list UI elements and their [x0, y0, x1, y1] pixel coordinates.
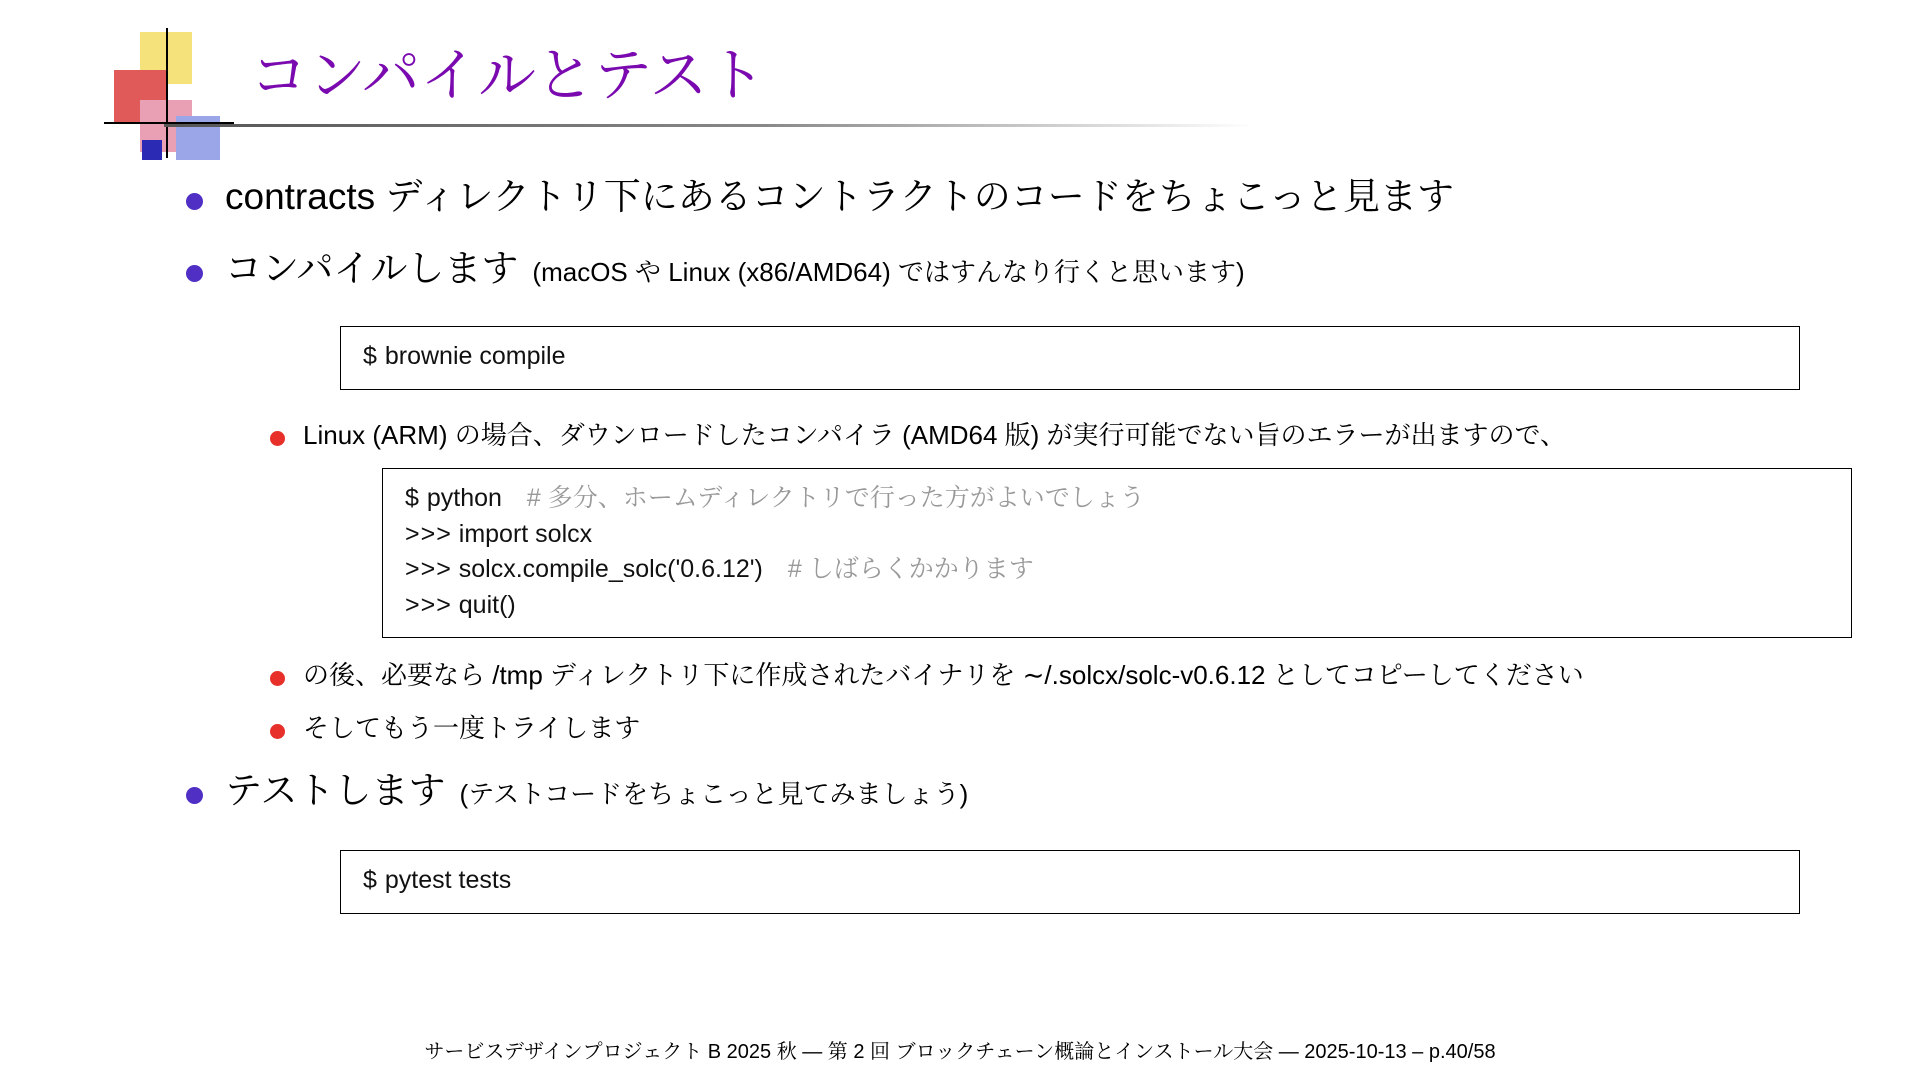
list-item-label: テストします — [225, 770, 446, 811]
logo-vertical-line — [166, 28, 168, 158]
code-text: pytest tests — [384, 866, 512, 894]
list-item-note: (テストコードをちょこっと見てみましょう) — [459, 779, 969, 809]
list-item — [186, 176, 1454, 219]
list-item — [270, 420, 1566, 451]
code-text: quit() — [458, 590, 516, 619]
list-item-label: そしてもう一度トライします — [303, 713, 641, 743]
logo-square-darkblue — [142, 140, 162, 160]
page-title: コンパイルとテスト — [250, 43, 766, 108]
code-comment: # しばらくかかります — [787, 555, 1034, 583]
list-item — [186, 248, 1245, 291]
list-item — [270, 660, 1584, 691]
code-prompt: $ — [363, 342, 378, 370]
list-item — [270, 713, 640, 744]
bullet-icon — [270, 431, 285, 446]
code-block-brownie-compile — [340, 326, 1800, 390]
list-item-note: (macOS や Linux (x86/AMD64) ではすんなり行くと思います) — [532, 257, 1245, 287]
logo-mark — [104, 28, 234, 158]
code-text: solcx.compile_solc('0.6.12') — [458, 555, 763, 583]
bullet-icon — [270, 671, 285, 686]
list-item-label: contracts ディレクトリ下にあるコントラクトのコードをちょこっと見ます — [225, 176, 1454, 217]
code-text: brownie compile — [384, 342, 566, 370]
title-divider — [164, 124, 1254, 127]
list-item — [186, 770, 968, 813]
list-item-label: の後、必要なら /tmp ディレクトリ下に作成されたバイナリを ∼/.solcx/solc-v0.6.12 としてコピーしてください — [303, 660, 1584, 690]
code-block-pytest-tests — [340, 850, 1800, 914]
code-block-python-solcx — [382, 468, 1852, 638]
footer-text: サービスデザインプロジェクト B 2025 秋 — 第 2 回 ブロックチェーン概論とインストール大会 — 2025-10-13 – p.40/58 — [424, 1041, 1496, 1063]
code-prompt: >>> — [405, 519, 452, 548]
code-text: python — [426, 484, 502, 512]
bullet-icon — [186, 787, 203, 804]
bullet-icon — [186, 193, 203, 210]
code-comment: # 多分、ホームディレクトリで行った方がよいでしょう — [526, 484, 1145, 512]
code-text: import solcx — [458, 519, 593, 548]
code-prompt: $ — [405, 484, 420, 512]
list-item-label: Linux (ARM) の場合、ダウンロードしたコンパイラ (AMD64 版) が実行可能でない旨のエラーが出ますので、 — [303, 420, 1567, 450]
code-prompt: >>> — [405, 590, 452, 619]
bullet-icon — [270, 724, 285, 739]
list-item-label: コンパイルします — [225, 248, 519, 289]
code-prompt: >>> — [405, 555, 452, 583]
bullet-icon — [186, 265, 203, 282]
code-prompt: $ — [363, 866, 378, 894]
